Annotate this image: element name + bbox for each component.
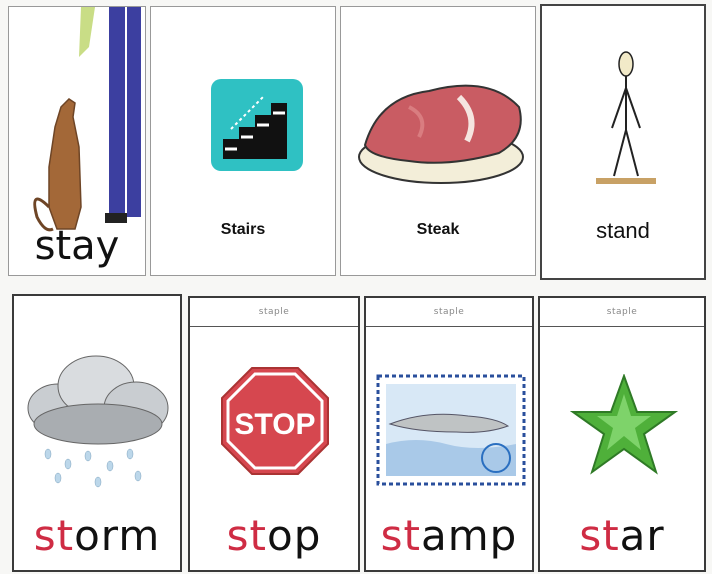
word-steak: Steak xyxy=(416,221,460,238)
card-stamp xyxy=(364,296,534,572)
card-stairs xyxy=(150,6,336,276)
word-storm xyxy=(14,511,180,560)
card-stand xyxy=(540,4,706,280)
postage-stamp-icon xyxy=(376,374,526,486)
stop-sign-icon xyxy=(220,366,330,476)
stairs-icon xyxy=(211,79,303,171)
word-rest: op xyxy=(267,511,322,560)
card-header-label: staple xyxy=(366,298,532,327)
card-stay xyxy=(8,6,146,276)
word-stop xyxy=(190,511,358,560)
cat-and-legs-icon xyxy=(9,7,146,237)
card-star xyxy=(538,296,706,572)
blend-st: st xyxy=(226,511,267,560)
blend-st: st xyxy=(579,511,620,560)
card-steak xyxy=(340,6,536,276)
stop-sign-text: STOP xyxy=(234,408,316,441)
green-star-icon xyxy=(569,374,679,478)
card-header-label: staple xyxy=(540,298,704,327)
word-rest: amp xyxy=(421,511,518,560)
blend-st: st xyxy=(33,511,75,560)
word-stairs: Stairs xyxy=(220,221,266,238)
card-stop xyxy=(188,296,360,572)
word-rest: orm xyxy=(74,511,161,560)
word-stand: stand xyxy=(596,218,650,243)
steak-icon xyxy=(349,57,529,197)
word-rest: ar xyxy=(619,511,665,560)
word-stamp xyxy=(366,511,532,560)
blend-st: st xyxy=(380,511,422,560)
word-stay: stay xyxy=(34,223,120,269)
standing-figure-icon xyxy=(596,50,656,190)
word-star xyxy=(540,511,704,560)
storm-cloud-icon xyxy=(18,346,178,496)
card-storm xyxy=(12,294,182,572)
card-header-label: staple xyxy=(190,298,358,327)
